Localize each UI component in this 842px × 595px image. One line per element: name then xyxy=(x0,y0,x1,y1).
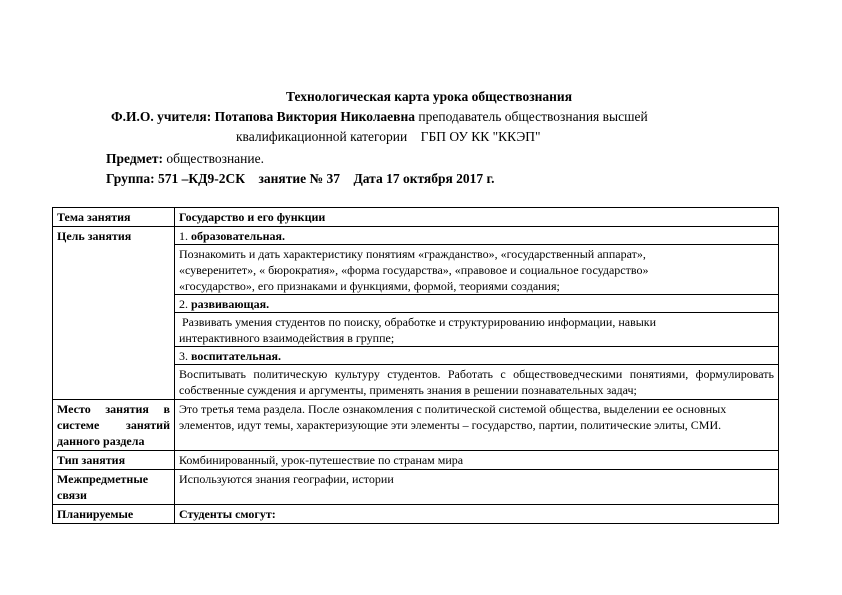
goal-1-title: образовательная. xyxy=(191,229,286,243)
goal-3-heading xyxy=(175,346,778,364)
place-value: Это третья тема раздела. После ознакомления с политической системой общества, выделении ее основных элементов, идут темы, характеризующие эти элементы – государство, партии, политические элиты, СМИ. xyxy=(175,400,779,451)
table-row-place xyxy=(53,400,779,451)
group-line: Группа: 571 –КД9-2СК занятие № 37 Дата 17 октября 2017 г. xyxy=(106,171,495,186)
goal-2-number: 2. xyxy=(179,297,188,311)
teacher-name: Потапова Виктория Николаевна xyxy=(214,109,415,124)
teacher-role: преподаватель обществознания высшей xyxy=(418,109,648,124)
place-label: Место занятия в системе занятий данного раздела xyxy=(53,400,175,451)
goal-cell xyxy=(175,227,779,400)
table-row-topic xyxy=(53,208,779,227)
teacher-label: Ф.И.О. учителя: xyxy=(111,109,212,124)
interdisciplinary-label: Межпредметные связи xyxy=(53,470,175,505)
planned-value: Студенты смогут: xyxy=(175,505,779,524)
subject-value: обществознание. xyxy=(166,151,264,166)
table-row-goal xyxy=(53,227,779,400)
goal-1-line: Познакомить и дать характеристику понятиям «гражданство», «государственный аппарат», xyxy=(179,247,646,261)
topic-value: Государство и его функции xyxy=(175,208,779,227)
goal-1-heading xyxy=(179,228,774,244)
subject-label: Предмет: xyxy=(106,151,163,166)
table-row-type xyxy=(53,451,779,470)
topic-label: Тема занятия xyxy=(53,208,175,227)
goal-2-title: развивающая. xyxy=(191,297,270,311)
subject-line xyxy=(106,150,264,167)
teacher-role-continued: квалификационной категории ГБП ОУ КК "ККЭП" xyxy=(236,129,541,144)
goal-3-text: Воспитывать политическую культуру студентов. Работать с обществоведческими понятиями, формулировать собственные суждения и аргументы, применять знания в решении познавательных задач; xyxy=(175,364,778,398)
interdisciplinary-value: Используются знания географии, истории xyxy=(175,470,779,505)
document-title: Технологическая карта урока обществознания xyxy=(285,89,573,104)
goal-3-number: 3. xyxy=(179,349,188,363)
goal-label: Цель занятия xyxy=(53,227,175,400)
goal-1-line: «суверенитет», « бюрократия», «форма государства», «правовое и социальное государство» xyxy=(179,263,649,277)
goal-2-line: интерактивного взаимодействия в группе; xyxy=(179,331,395,345)
table-row-interdisciplinary xyxy=(53,470,779,505)
teacher-line xyxy=(111,108,648,125)
type-value: Комбинированный, урок-путешествие по странам мира xyxy=(175,451,779,470)
goal-1-number: 1. xyxy=(179,229,188,243)
goal-2-heading xyxy=(175,294,778,312)
table-row-planned xyxy=(53,505,779,524)
goal-2-text xyxy=(175,312,778,346)
goal-3-title: воспитательная. xyxy=(191,349,281,363)
lesson-table xyxy=(52,207,779,524)
goal-1-line: «государство», его признаками и функциями, формой, теориями создания; xyxy=(179,279,560,293)
goal-1-text xyxy=(175,244,778,294)
type-label: Тип занятия xyxy=(53,451,175,470)
planned-label: Планируемые xyxy=(53,505,175,524)
goal-2-line: Развивать умения студентов по поиску, обработке и структурированию информации, навыки xyxy=(179,315,657,329)
